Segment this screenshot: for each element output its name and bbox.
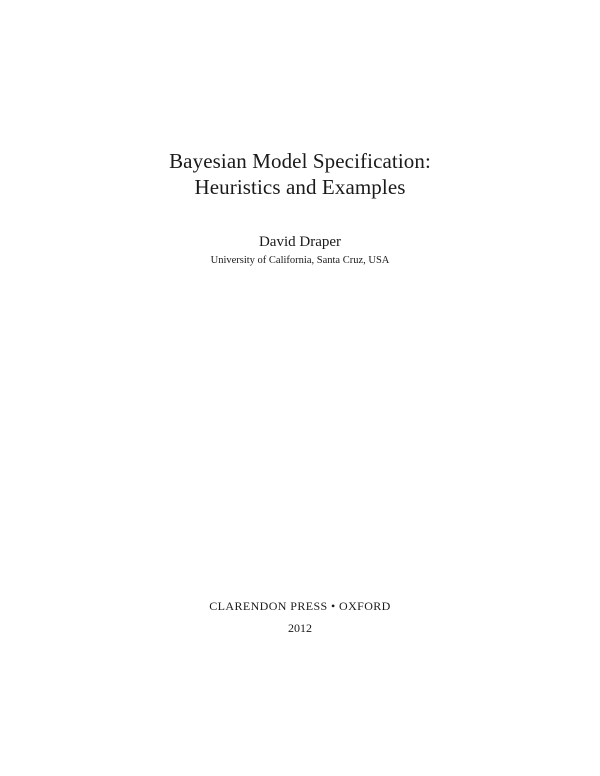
publication-year: 2012 xyxy=(288,621,312,635)
imprint xyxy=(0,598,600,636)
author-name: David Draper xyxy=(258,234,342,250)
publisher-name: CLARENDON PRESS • OXFORD xyxy=(209,599,391,613)
title-line-1: Bayesian Model Specification: xyxy=(169,149,431,173)
book-title xyxy=(0,148,600,200)
author-affiliation: University of California, Santa Cruz, USA xyxy=(210,255,390,266)
title-line-2: Heuristics and Examples xyxy=(194,175,406,199)
author-block xyxy=(0,232,600,268)
